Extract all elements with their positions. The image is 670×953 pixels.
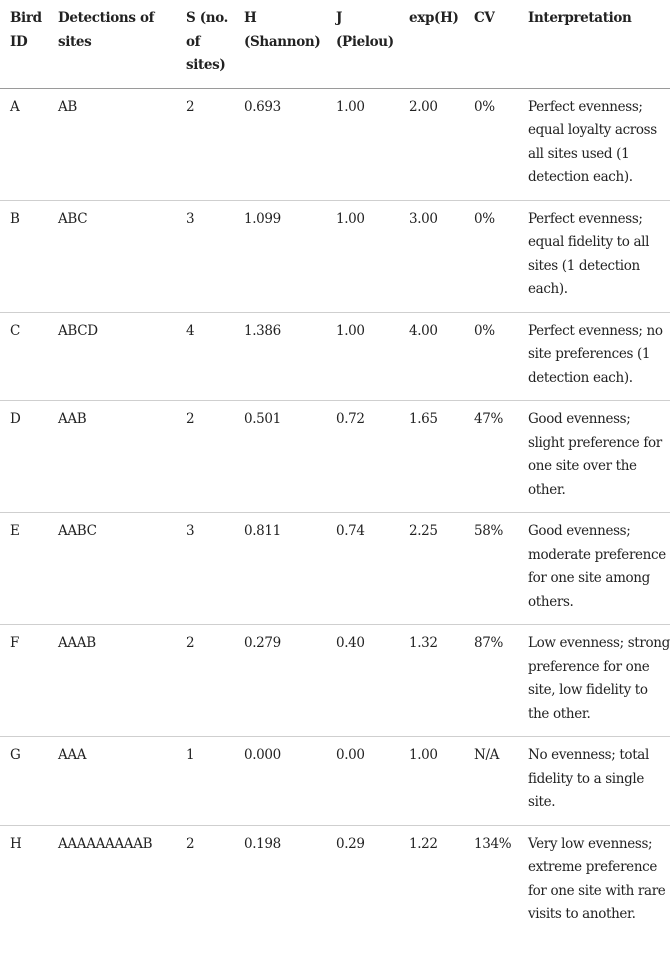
cell-detections: AAAB	[48, 625, 176, 737]
header-interpretation: Interpretation	[518, 0, 670, 88]
table-body	[0, 88, 670, 937]
header-detections: Detections of sites	[48, 0, 176, 88]
cell-bird-id: H	[10, 835, 22, 852]
cell-shannon: 0.501	[234, 401, 326, 513]
cell-pielou: 0.72	[326, 401, 399, 513]
cell-site-count: 2	[176, 401, 234, 513]
cell-interpretation: Perfect evenness; no site preferences (1 detection each).	[518, 312, 670, 401]
cell-exp-h: 4.00	[399, 312, 464, 401]
cell-pielou: 0.40	[326, 625, 399, 737]
cell-shannon: 0.811	[234, 513, 326, 625]
cell-exp-h: 1.65	[399, 401, 464, 513]
table-row	[0, 200, 670, 312]
cell-detections: AABC	[48, 513, 176, 625]
cell-detections: AAB	[48, 401, 176, 513]
header-cv: CV	[464, 0, 518, 88]
cell-bird-id: C	[0, 312, 48, 401]
header-exp-h: exp(H)	[399, 0, 464, 88]
cell-interpretation: Very low evenness; extreme preference for one site with rare visits to another.	[528, 835, 666, 922]
table-row	[0, 737, 670, 826]
cell-exp-h: 2.00	[399, 88, 464, 200]
cell-cv: N/A	[464, 737, 518, 826]
cell-interpretation: Perfect evenness; equal fidelity to all sites (1 detection each).	[518, 200, 670, 312]
header-bird-id: Bird ID	[0, 0, 48, 88]
cell-exp-h: 1.00	[399, 737, 464, 826]
cell-pielou: 1.00	[326, 88, 399, 200]
table-row	[0, 625, 670, 737]
cell-exp-h: 1.32	[399, 625, 464, 737]
header-site-count: S (no. of sites)	[176, 0, 234, 88]
cell-pielou: 0.74	[326, 513, 399, 625]
table-row	[0, 513, 670, 625]
cell-shannon: 0.279	[234, 625, 326, 737]
cell-bird-id: E	[0, 513, 48, 625]
cell-exp-h: 1.22	[409, 835, 438, 852]
table-row	[0, 312, 670, 401]
cell-shannon: 1.099	[234, 200, 326, 312]
cell-shannon: 0.000	[234, 737, 326, 826]
cell-shannon: 0.693	[234, 88, 326, 200]
table-row	[0, 825, 670, 937]
cell-bird-id: F	[0, 625, 48, 737]
cell-bird-id: A	[0, 88, 48, 200]
cell-exp-h: 2.25	[399, 513, 464, 625]
cell-pielou: 1.00	[326, 200, 399, 312]
cell-detections: ABCD	[48, 312, 176, 401]
header-pielou: J (Pielou)	[326, 0, 399, 88]
cell-site-count: 3	[176, 513, 234, 625]
header-row	[0, 0, 670, 88]
cell-interpretation: Good evenness; slight preference for one site over the other.	[518, 401, 670, 513]
cell-interpretation: No evenness; total fidelity to a single site.	[518, 737, 670, 826]
cell-cv: 0%	[464, 312, 518, 401]
cell-site-count: 4	[176, 312, 234, 401]
cell-site-count: 1	[176, 737, 234, 826]
cell-detections: ABC	[48, 200, 176, 312]
cell-site-count: 2	[186, 835, 195, 852]
cell-shannon: 0.198	[244, 835, 281, 852]
cell-interpretation: Perfect evenness; equal loyalty across all sites used (1 detection each).	[518, 88, 670, 200]
cell-bird-id: B	[0, 200, 48, 312]
cell-interpretation: Low evenness; strong preference for one site, low fidelity to the other.	[518, 625, 670, 737]
cell-detections: AAA	[48, 737, 176, 826]
cell-detections: AB	[48, 88, 176, 200]
table-row	[0, 401, 670, 513]
cell-site-count: 3	[176, 200, 234, 312]
cell-pielou: 0.29	[336, 835, 365, 852]
table-row	[0, 88, 670, 200]
cell-cv: 134%	[474, 835, 512, 852]
cell-cv: 58%	[464, 513, 518, 625]
cell-bird-id: G	[0, 737, 48, 826]
cell-detections: AAAAAAAAAB	[58, 835, 153, 852]
cell-cv: 87%	[464, 625, 518, 737]
table-header	[0, 0, 670, 88]
cell-shannon: 1.386	[234, 312, 326, 401]
cell-site-count: 2	[176, 88, 234, 200]
cell-interpretation: Good evenness; moderate preference for one site among others.	[518, 513, 670, 625]
cell-cv: 0%	[464, 200, 518, 312]
cell-pielou: 0.00	[326, 737, 399, 826]
cell-cv: 0%	[464, 88, 518, 200]
cell-cv: 47%	[464, 401, 518, 513]
header-shannon: H (Shannon)	[234, 0, 326, 88]
cell-exp-h: 3.00	[399, 200, 464, 312]
cell-pielou: 1.00	[326, 312, 399, 401]
cell-site-count: 2	[176, 625, 234, 737]
cell-bird-id: D	[0, 401, 48, 513]
